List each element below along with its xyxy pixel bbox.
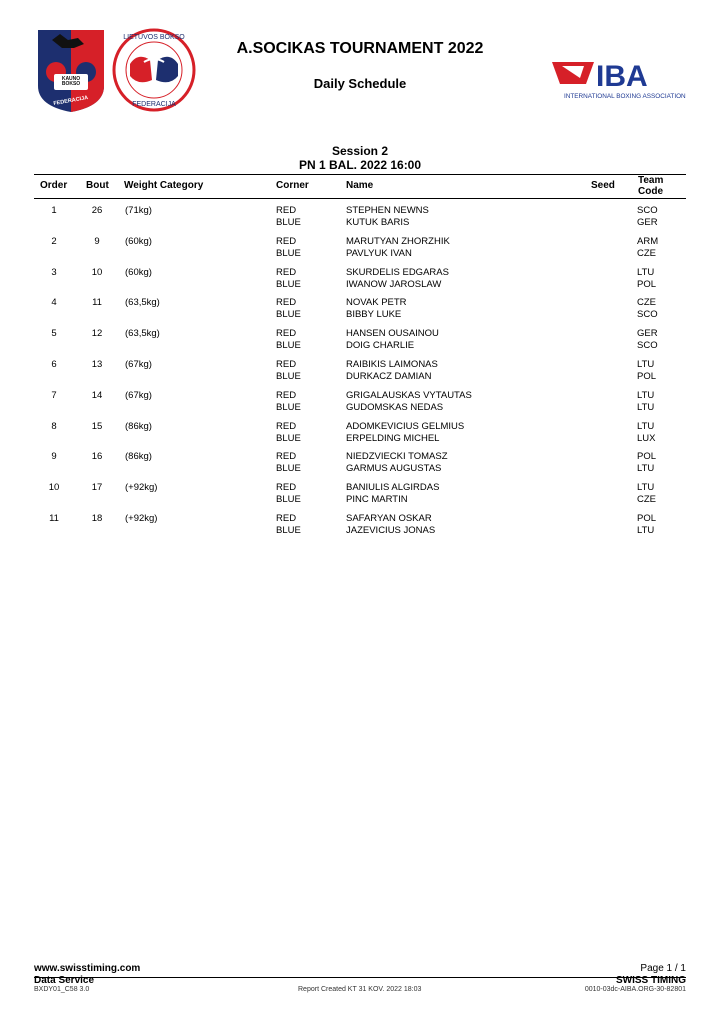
- red-corner-label: RED: [276, 451, 297, 463]
- bout-row: [34, 451, 686, 479]
- col-seed: Seed: [591, 180, 615, 191]
- red-boxer-name: MARUTYAN ZHORZHIK: [346, 235, 450, 247]
- blue-boxer-name: PAVLYUK IVAN: [346, 247, 412, 259]
- red-boxer-name: GRIGALAUSKAS VYTAUTAS: [346, 389, 472, 401]
- session-date: PN 1 BAL. 2022 16:00: [298, 158, 422, 172]
- footer-report-created: Report Created KT 31 KOV. 2022 18:03: [298, 986, 422, 993]
- federation-logos: [34, 26, 196, 114]
- bout-number: 18: [91, 513, 103, 524]
- bout-number: 14: [91, 389, 103, 401]
- blue-team-code: POL: [637, 371, 657, 382]
- weight-category: (71kg): [125, 205, 152, 216]
- footer-swiss-timing: SWISS TIMING: [616, 975, 686, 986]
- bout-order: 2: [51, 235, 57, 247]
- bout-row: [34, 205, 686, 233]
- blue-boxer-name: GUDOMSKAS NEDAS: [346, 401, 444, 413]
- red-corner-label: RED: [276, 266, 297, 278]
- red-boxer-name: NIEDZVIECKI TOMASZ: [346, 451, 448, 463]
- weight-category: (86kg): [125, 451, 152, 463]
- red-corner-label: RED: [276, 328, 297, 340]
- iba-logo-text: IBA: [596, 60, 648, 93]
- blue-team-code: LTU: [637, 525, 655, 536]
- red-corner-label: RED: [276, 235, 297, 247]
- schedule-subtitle: Daily Schedule: [313, 76, 407, 91]
- blue-team-code: LTU: [637, 463, 655, 475]
- blue-team-code: CZE: [637, 247, 656, 259]
- red-corner-label: RED: [276, 205, 297, 216]
- blue-corner-label: BLUE: [276, 494, 301, 506]
- footer-rule: [34, 977, 686, 978]
- blue-corner-label: BLUE: [276, 401, 301, 413]
- bout-row: [34, 267, 686, 295]
- bout-number: 15: [91, 420, 103, 432]
- blue-boxer-name: DURKACZ DAMIAN: [346, 371, 432, 382]
- blue-corner-label: BLUE: [276, 525, 301, 536]
- blue-corner-label: BLUE: [276, 432, 301, 444]
- red-boxer-name: BANIULIS ALGIRDAS: [346, 482, 440, 494]
- footer-code-left: BXDY01_C58 3.0: [34, 986, 90, 993]
- bout-number: 10: [91, 266, 103, 278]
- blue-corner-label: BLUE: [276, 340, 301, 352]
- red-corner-label: RED: [276, 389, 297, 401]
- red-team-code: SCO: [637, 205, 658, 216]
- red-corner-label: RED: [276, 297, 297, 309]
- col-weight: Weight Category: [124, 180, 204, 191]
- bout-order: 9: [51, 451, 57, 463]
- bout-order: 5: [51, 328, 57, 340]
- bout-row: [34, 390, 686, 418]
- bout-row: [34, 359, 686, 387]
- logo-ring-top: LIETUVOS BOKSO: [123, 34, 185, 41]
- bout-order: 4: [51, 297, 57, 309]
- iba-logo-caption: INTERNATIONAL BOXING ASSOCIATION: [564, 93, 686, 100]
- col-name: Name: [346, 180, 374, 191]
- red-boxer-name: ADOMKEVICIUS GELMIUS: [346, 420, 465, 432]
- col-order: Order: [40, 180, 68, 191]
- weight-category: (+92kg): [125, 482, 158, 494]
- footer-data-service: Data Service: [34, 975, 95, 986]
- col-team-line1: Team: [638, 175, 664, 186]
- blue-boxer-name: BIBBY LUKE: [346, 309, 402, 321]
- bout-row: [34, 236, 686, 264]
- blue-corner-label: BLUE: [276, 309, 301, 321]
- red-boxer-name: NOVAK PETR: [346, 297, 407, 309]
- blue-corner-label: BLUE: [276, 217, 301, 228]
- weight-category: (63,5kg): [125, 328, 160, 340]
- footer-code-right: 0010-03dc-AIBA.ORG-30-82801: [584, 986, 686, 993]
- blue-corner-label: BLUE: [276, 463, 301, 475]
- blue-team-code: CZE: [637, 494, 656, 506]
- table-top-rule: [34, 174, 686, 175]
- red-boxer-name: RAIBIKIS LAIMONAS: [346, 359, 438, 370]
- red-team-code: CZE: [637, 297, 656, 309]
- logo-ring-bottom: FEDERACIJA: [132, 101, 176, 108]
- blue-boxer-name: IWANOW JAROSLAW: [346, 278, 442, 290]
- red-corner-label: RED: [276, 420, 297, 432]
- bout-row: [34, 297, 686, 325]
- bout-row: [34, 513, 686, 541]
- blue-boxer-name: ERPELDING MICHEL: [346, 432, 440, 444]
- bout-order: 8: [51, 420, 57, 432]
- iba-logo: [552, 58, 688, 100]
- footer-page: Page 1 / 1: [640, 963, 686, 974]
- bout-number: 9: [94, 235, 100, 247]
- session-title: Session 2: [331, 144, 389, 158]
- red-team-code: ARM: [637, 235, 659, 247]
- bout-row: [34, 421, 686, 449]
- bout-order: 11: [49, 513, 59, 524]
- bout-order: 1: [51, 205, 57, 216]
- bout-number: 16: [91, 451, 103, 463]
- col-team-line2: Code: [638, 186, 663, 197]
- footer-url[interactable]: www.swisstiming.com: [34, 963, 141, 974]
- red-boxer-name: SAFARYAN OSKAR: [346, 513, 432, 524]
- blue-boxer-name: PINC MARTIN: [346, 494, 408, 506]
- weight-category: (63,5kg): [125, 297, 160, 309]
- logo-badge-line1: KAUNO: [61, 76, 81, 82]
- bout-number: 11: [92, 297, 102, 309]
- tournament-title: A.SOCIKAS TOURNAMENT 2022: [236, 40, 484, 57]
- weight-category: (67kg): [125, 359, 152, 370]
- bout-row: [34, 328, 686, 356]
- red-team-code: LTU: [637, 482, 655, 494]
- bout-number: 13: [91, 359, 103, 370]
- blue-boxer-name: KUTUK BARIS: [346, 217, 410, 228]
- weight-category: (67kg): [125, 389, 152, 401]
- blue-team-code: LTU: [637, 401, 655, 413]
- weight-category: (60kg): [125, 266, 152, 278]
- red-team-code: LTU: [637, 389, 655, 401]
- blue-corner-label: BLUE: [276, 278, 301, 290]
- bout-number: 26: [91, 205, 103, 216]
- logo-badge-line3: FEDERACIJA: [52, 95, 89, 108]
- weight-category: (+92kg): [125, 513, 158, 524]
- red-boxer-name: STEPHEN NEWNS: [346, 205, 429, 216]
- red-team-code: POL: [637, 513, 657, 524]
- table-header-rule: [34, 198, 686, 199]
- blue-corner-label: BLUE: [276, 371, 301, 382]
- red-corner-label: RED: [276, 482, 297, 494]
- bout-order: 7: [51, 389, 57, 401]
- red-team-code: LTU: [637, 266, 655, 278]
- red-team-code: LTU: [637, 420, 655, 432]
- blue-team-code: SCO: [637, 340, 658, 352]
- red-team-code: POL: [637, 451, 657, 463]
- col-bout: Bout: [86, 180, 109, 191]
- bout-order: 10: [48, 482, 60, 494]
- bout-order: 6: [51, 359, 57, 370]
- blue-team-code: POL: [637, 278, 657, 290]
- blue-boxer-name: JAZEVICIUS JONAS: [346, 525, 436, 536]
- weight-category: (60kg): [125, 235, 152, 247]
- blue-corner-label: BLUE: [276, 247, 301, 259]
- red-team-code: GER: [637, 328, 658, 340]
- red-corner-label: RED: [276, 359, 297, 370]
- blue-team-code: SCO: [637, 309, 658, 321]
- red-boxer-name: SKURDELIS EDGARAS: [346, 266, 449, 278]
- bout-order: 3: [51, 266, 57, 278]
- blue-team-code: GER: [637, 217, 658, 228]
- col-corner: Corner: [276, 180, 309, 191]
- red-corner-label: RED: [276, 513, 297, 524]
- bout-row: [34, 482, 686, 510]
- blue-boxer-name: DOIG CHARLIE: [346, 340, 415, 352]
- red-team-code: LTU: [637, 359, 655, 370]
- logo-badge-line2: BOKSO: [61, 81, 81, 87]
- bout-number: 12: [91, 328, 103, 340]
- bout-number: 17: [91, 482, 103, 494]
- weight-category: (86kg): [125, 420, 152, 432]
- blue-team-code: LUX: [637, 432, 656, 444]
- blue-boxer-name: GARMUS AUGUSTAS: [346, 463, 442, 475]
- red-boxer-name: HANSEN OUSAINOU: [346, 328, 439, 340]
